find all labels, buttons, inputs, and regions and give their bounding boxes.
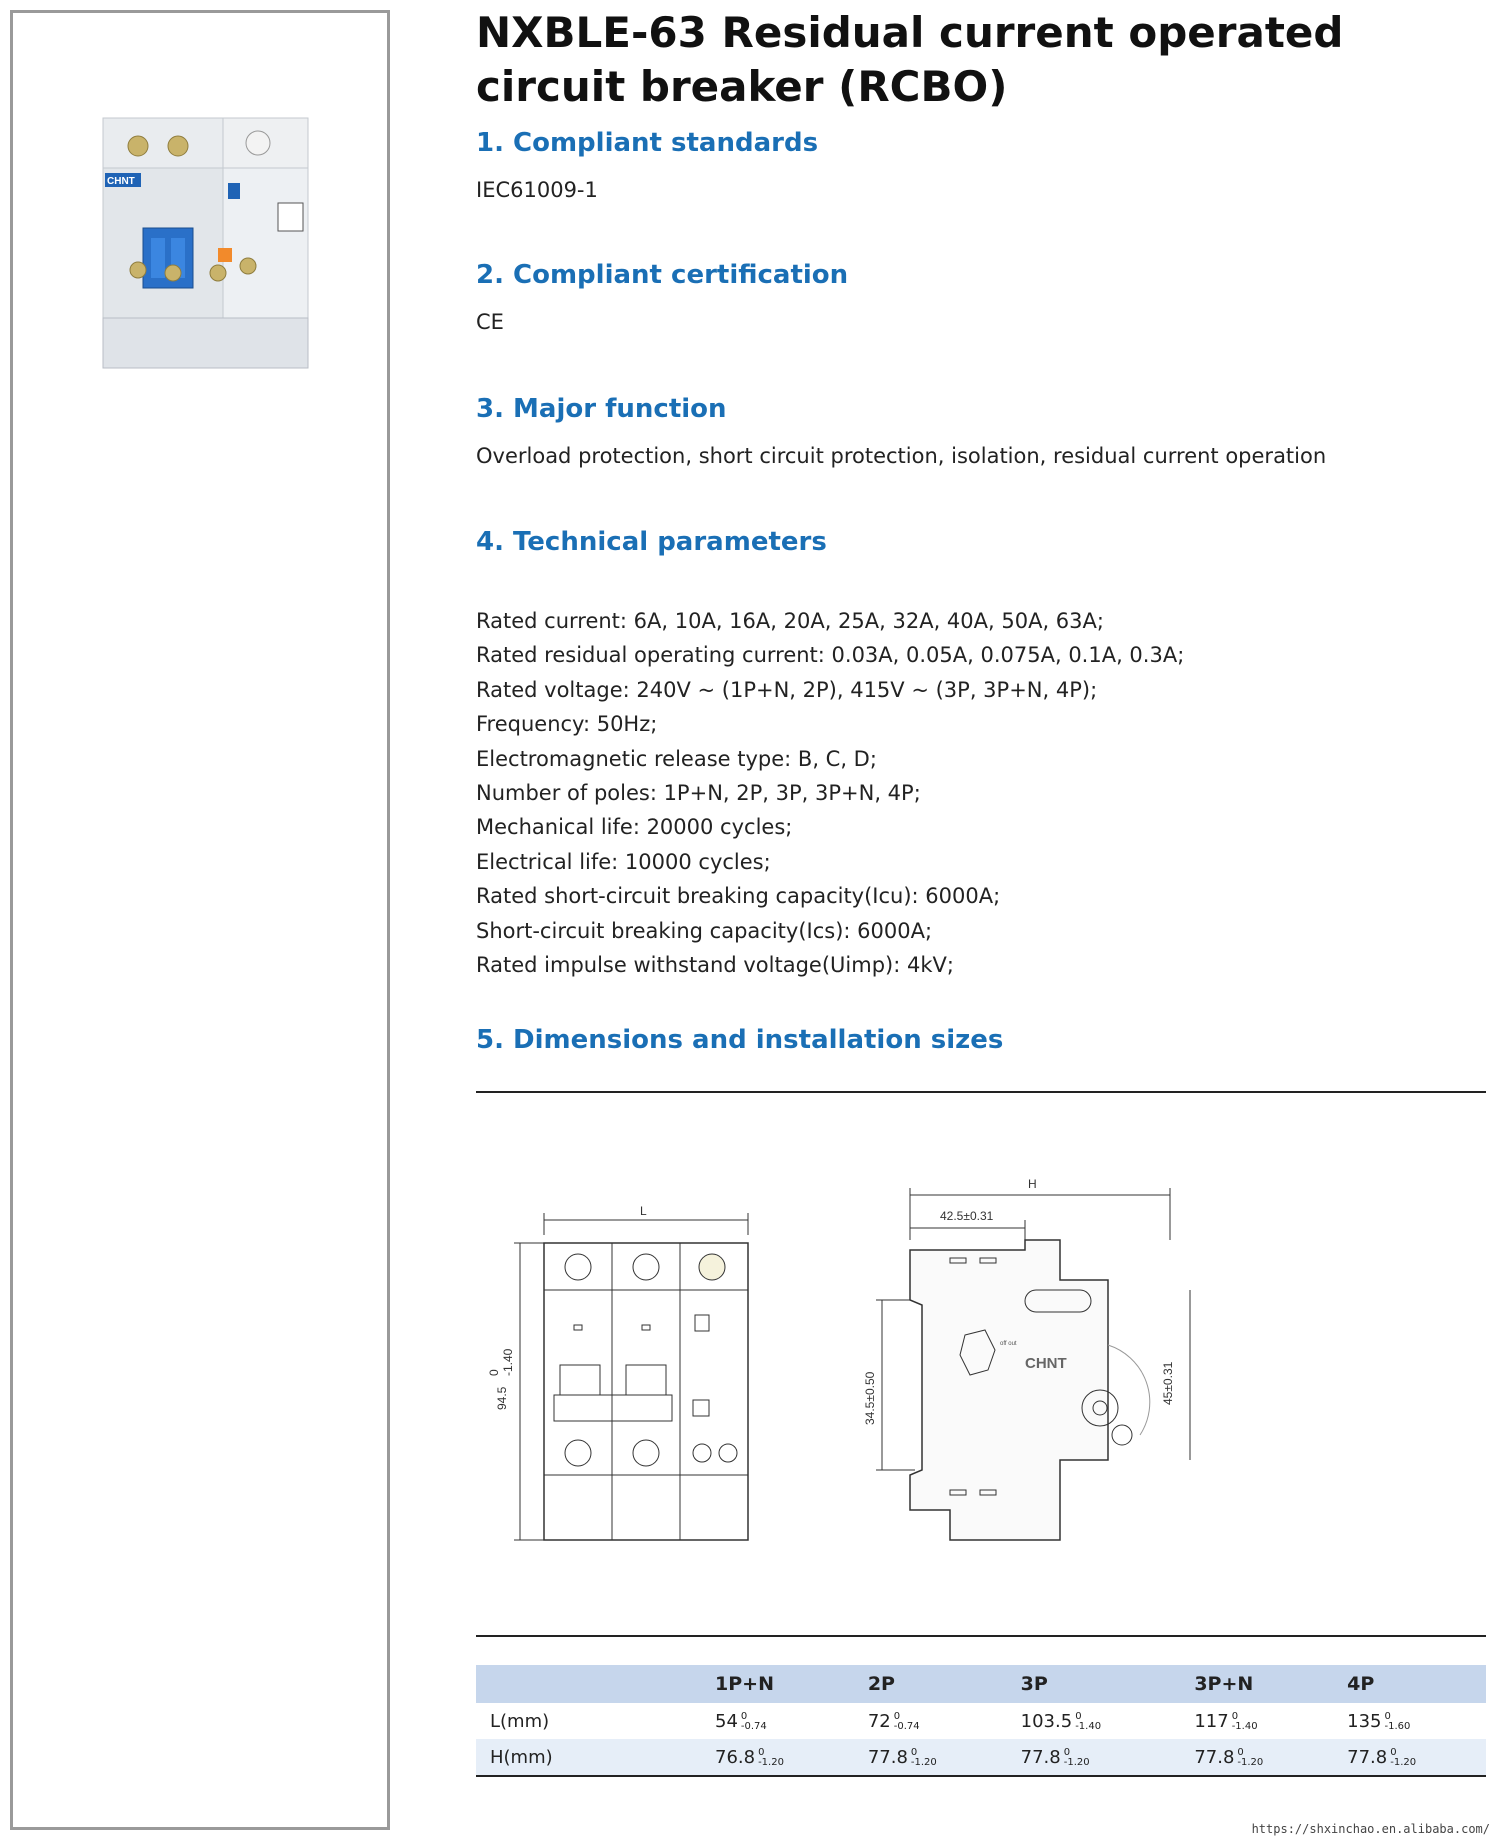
certification-text: CE bbox=[476, 310, 504, 334]
section-heading-function: 3. Major function bbox=[476, 394, 727, 424]
side-view-drawing bbox=[860, 1170, 1180, 1560]
table-cell: 54 0 -0.74 bbox=[715, 1710, 767, 1732]
front-height-tol-lower: -1.40 bbox=[501, 1348, 515, 1376]
side-marking-label: off out bbox=[1000, 1341, 1017, 1347]
table-cell: 77.8 0 -1.20 bbox=[1180, 1739, 1333, 1776]
front-height-label: 94.5 bbox=[495, 1386, 509, 1410]
parameter-item: Mechanical life: 20000 cycles; bbox=[476, 815, 793, 840]
function-text: Overload protection, short circuit protection, isolation, residual current operation bbox=[476, 444, 1327, 468]
front-height-tol-upper: 0 bbox=[487, 1369, 501, 1376]
table-header-cell: 3P+N bbox=[1180, 1665, 1333, 1703]
standards-text: IEC61009-1 bbox=[476, 178, 598, 202]
section-heading-certification: 2. Compliant certification bbox=[476, 260, 849, 290]
side-height-label: 45±0.31 bbox=[1161, 1361, 1175, 1405]
table-row bbox=[476, 1739, 1486, 1776]
table-cell: 117 0 -1.40 bbox=[1194, 1710, 1258, 1732]
row-label: L(mm) bbox=[490, 1710, 550, 1732]
table-cell: 77.8 0 -1.20 bbox=[1007, 1739, 1181, 1776]
table-cell: 77.8 0 -1.20 bbox=[854, 1739, 1007, 1776]
parameter-item: Frequency: 50Hz; bbox=[476, 712, 658, 737]
table-cell: 135 0 -1.60 bbox=[1347, 1710, 1411, 1732]
front-view-drawing bbox=[487, 1195, 760, 1555]
table-header-cell bbox=[476, 1665, 701, 1703]
section-heading-standards: 1. Compliant standards bbox=[476, 128, 819, 158]
table-row bbox=[476, 1703, 1486, 1739]
table-header-cell: 4P bbox=[1333, 1665, 1486, 1703]
table-header-row bbox=[476, 1665, 1486, 1703]
table-cell: 77.8 0 -1.20 bbox=[1333, 1739, 1486, 1776]
divider-top bbox=[476, 1091, 1486, 1093]
footer-url: https://shxinchao.en.alibaba.com/ bbox=[1251, 1822, 1490, 1836]
section-heading-dimensions: 5. Dimensions and installation sizes bbox=[476, 1025, 1004, 1055]
front-width-label: L bbox=[640, 1204, 647, 1218]
side-rail-label: 34.5±0.50 bbox=[863, 1371, 877, 1425]
table-header-cell: 1P+N bbox=[701, 1665, 854, 1703]
table-cell: 76.8 0 -1.20 bbox=[701, 1739, 854, 1776]
parameter-item: Rated current: 6A, 10A, 16A, 20A, 25A, 32A, 40A, 50A, 63A; bbox=[476, 609, 1104, 633]
row-label: H(mm) bbox=[476, 1739, 701, 1776]
parameter-list bbox=[476, 604, 1184, 982]
parameter-item: Electrical life: 10000 cycles; bbox=[476, 849, 771, 874]
side-brand-label: CHNT bbox=[1025, 1355, 1067, 1372]
parameter-item: Rated voltage: 240V ~ (1P+N, 2P), 415V ~ (3P, 3P+N, 4P); bbox=[476, 677, 1098, 702]
page-title: NXBLE-63 Residual current operated circuit breaker (RCBO) bbox=[476, 8, 1344, 111]
side-offset-label: 42.5±0.31 bbox=[940, 1209, 994, 1223]
table-cell: 72 0 -0.74 bbox=[867, 1710, 920, 1732]
table-cell: 103.5 0 -1.40 bbox=[1020, 1710, 1102, 1732]
parameter-item: Rated residual operating current: 0.03A, 0.05A, 0.075A, 0.1A, 0.3A; bbox=[476, 643, 1185, 668]
table-header-cell: 2P bbox=[854, 1665, 1007, 1703]
dimension-table bbox=[476, 1665, 1486, 1777]
parameter-item: Electromagnetic release type: B, C, D; bbox=[476, 746, 877, 771]
table-header-cell: 3P bbox=[1007, 1665, 1181, 1703]
divider-bottom bbox=[476, 1635, 1486, 1637]
parameter-item: Rated impulse withstand voltage(Uimp): 4kV; bbox=[476, 952, 954, 977]
parameter-item: Rated short-circuit breaking capacity(Icu): 6000A; bbox=[476, 884, 1001, 909]
photo-brand-label: CHNT bbox=[107, 176, 135, 187]
product-image-panel bbox=[10, 10, 390, 1830]
parameter-item: Number of poles: 1P+N, 2P, 3P, 3P+N, 4P; bbox=[476, 780, 921, 805]
product-photo bbox=[93, 108, 323, 378]
section-heading-parameters: 4. Technical parameters bbox=[476, 527, 827, 557]
side-depth-label: H bbox=[1028, 1177, 1037, 1191]
parameter-item: Short-circuit breaking capacity(Ics): 6000A; bbox=[476, 918, 933, 943]
